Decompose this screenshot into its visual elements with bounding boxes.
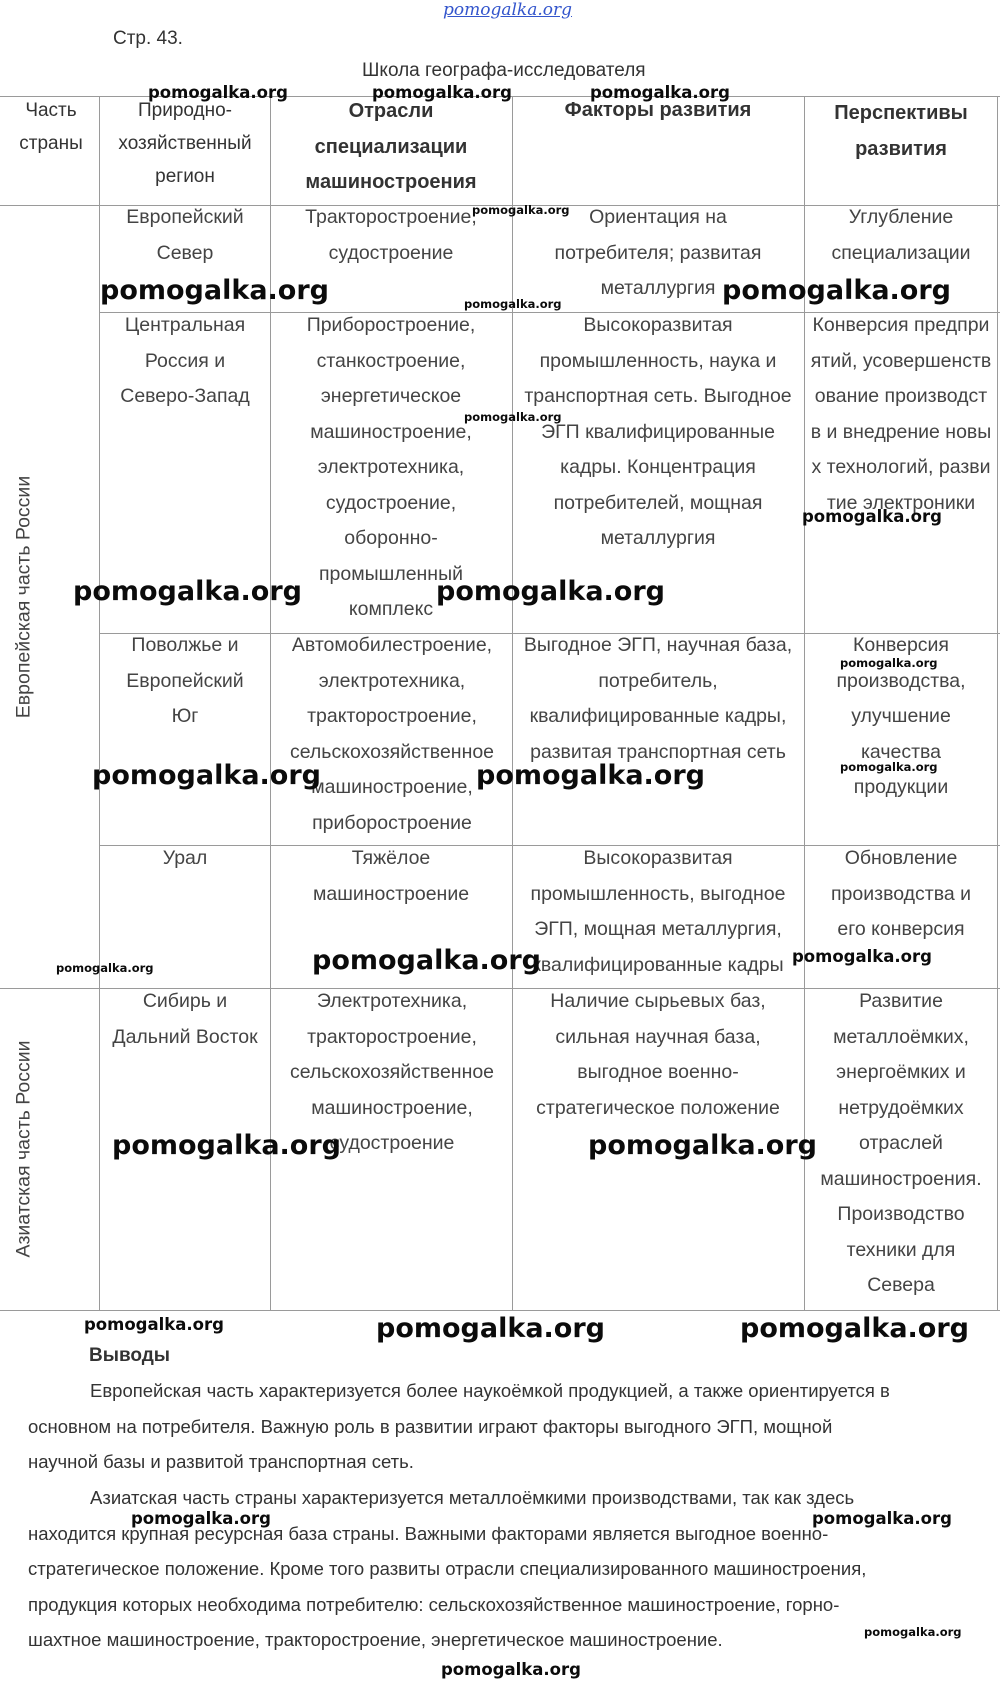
- watermark: pomogalka.org: [840, 760, 938, 774]
- header-factors: Факторы развития: [564, 99, 752, 121]
- table-title: Школа географа-исследователя: [362, 60, 646, 81]
- cell-branches: Электротехника, тракторостроение, сельскохозяйственное машиностроение, судостроение: [289, 990, 495, 1154]
- watermark: pomogalka.org: [840, 656, 938, 670]
- watermark: pomogalka.org: [312, 945, 541, 976]
- cell-prospects: Углубление специализации: [831, 206, 971, 264]
- conclusions-title: Выводы: [89, 1345, 171, 1366]
- watermark: pomogalka.org: [84, 1315, 224, 1334]
- top-site-link[interactable]: pomogalka.org: [443, 0, 573, 20]
- watermark: pomogalka.org: [148, 83, 288, 102]
- watermark: pomogalka.org: [812, 1509, 952, 1528]
- cell-branches: Тяжёлое машиностроение: [312, 847, 470, 905]
- part-label-european: Европейская часть России: [12, 475, 35, 719]
- watermark: pomogalka.org: [464, 297, 562, 311]
- watermark: pomogalka.org: [722, 275, 951, 306]
- header-prospects: Перспективы развития: [834, 102, 968, 160]
- cell-prospects: Развитие металлоёмких, энергоёмких и нетрудоёмких отраслей машиностроения. Производство техники для Севера: [820, 990, 982, 1296]
- cell-factors: Ориентация на потребителя; развитая металлургия: [554, 206, 762, 299]
- watermark: pomogalka.org: [441, 1660, 581, 1679]
- cell-prospects: Обновление производства и его конверсия: [831, 847, 971, 940]
- cell-region: Европейский Север: [126, 206, 244, 264]
- cell-factors: Выгодное ЭГП, научная база, потребитель, квалифицированные кадры, развитая транспортная сеть: [523, 634, 793, 763]
- watermark: pomogalka.org: [590, 83, 730, 102]
- cell-branches: Приборостроение, станкостроение, энергетическое машиностроение, электротехника, судостроение, оборонно-промышленный комплекс: [306, 314, 476, 620]
- cell-prospects: Конверсия производства, улучшение качества продукции: [836, 634, 966, 798]
- part-label-asian: Азиатская часть России: [12, 1040, 35, 1258]
- cell-prospects: Конверсия предприятий, усовершенствование производств и внедрение новых технологий, развитие электроники: [810, 314, 992, 514]
- header-region: Природно-хозяйственный регион: [118, 100, 252, 187]
- watermark: pomogalka.org: [464, 410, 562, 424]
- cell-factors: Высокоразвитая промышленность, выгодное ЭГП, мощная металлургия, квалифицированные кадры: [530, 847, 786, 976]
- cell-branches: Тракторостроение, судостроение: [305, 206, 477, 264]
- watermark: pomogalka.org: [73, 576, 302, 607]
- watermark: pomogalka.org: [792, 947, 932, 966]
- watermark: pomogalka.org: [372, 83, 512, 102]
- cell-factors: Наличие сырьевых баз, сильная научная база, выгодное военно-стратегическое положение: [536, 990, 780, 1119]
- cell-region: Сибирь и Дальний Восток: [112, 990, 258, 1048]
- watermark: pomogalka.org: [802, 507, 942, 526]
- watermark: pomogalka.org: [376, 1313, 605, 1344]
- cell-region: Поволжье и Европейский Юг: [126, 634, 244, 727]
- cell-branches: Автомобилестроение, электротехника, тракторостроение, сельскохозяйственное машиностроение, приборостроение: [289, 634, 495, 834]
- watermark: pomogalka.org: [740, 1313, 969, 1344]
- cell-factors: Высокоразвитая промышленность, наука и транспортная сеть. Выгодное ЭГП квалифицированные кадры. Концентрация потребителей, мощная металлургия: [524, 314, 792, 549]
- cell-region: Урал: [162, 847, 208, 869]
- conclusions-paragraph: Азиатская часть страны характеризуется металлоёмкими производствами, так как здесь находится крупная ресурсная база страны. Важными факторами является выгодное военно-стратегическое положение. Кроме того развиты отрасли специализированного машиностроения, продукция которых необходима потребителю: сельскохозяйственное машиностроение, горно-шахтное машиностроение, тракторостроение, энергетическое машиностроение.: [28, 1487, 867, 1650]
- header-branches: Отрасли специализации машиностроения: [305, 100, 477, 193]
- watermark: pomogalka.org: [588, 1130, 817, 1161]
- conclusions-paragraph: Европейская часть характеризуется более наукоёмкой продукцией, а также ориентируется в основном на потребителя. Важную роль в развитии играют факторы выгодного ЭГП, мощной научной базы и развитой транспортная сеть.: [28, 1380, 890, 1472]
- watermark: pomogalka.org: [476, 760, 705, 791]
- watermark: pomogalka.org: [56, 961, 154, 975]
- watermark: pomogalka.org: [131, 1509, 271, 1528]
- watermark: pomogalka.org: [472, 203, 570, 217]
- page-number: Стр. 43.: [113, 28, 183, 49]
- watermark: pomogalka.org: [436, 576, 665, 607]
- header-part: Часть страны: [19, 100, 83, 154]
- watermark: pomogalka.org: [112, 1130, 341, 1161]
- watermark: pomogalka.org: [100, 275, 329, 306]
- watermark: pomogalka.org: [92, 760, 321, 791]
- watermark: pomogalka.org: [864, 1625, 962, 1639]
- cell-region: Центральная Россия и Северо-Запад: [120, 314, 250, 407]
